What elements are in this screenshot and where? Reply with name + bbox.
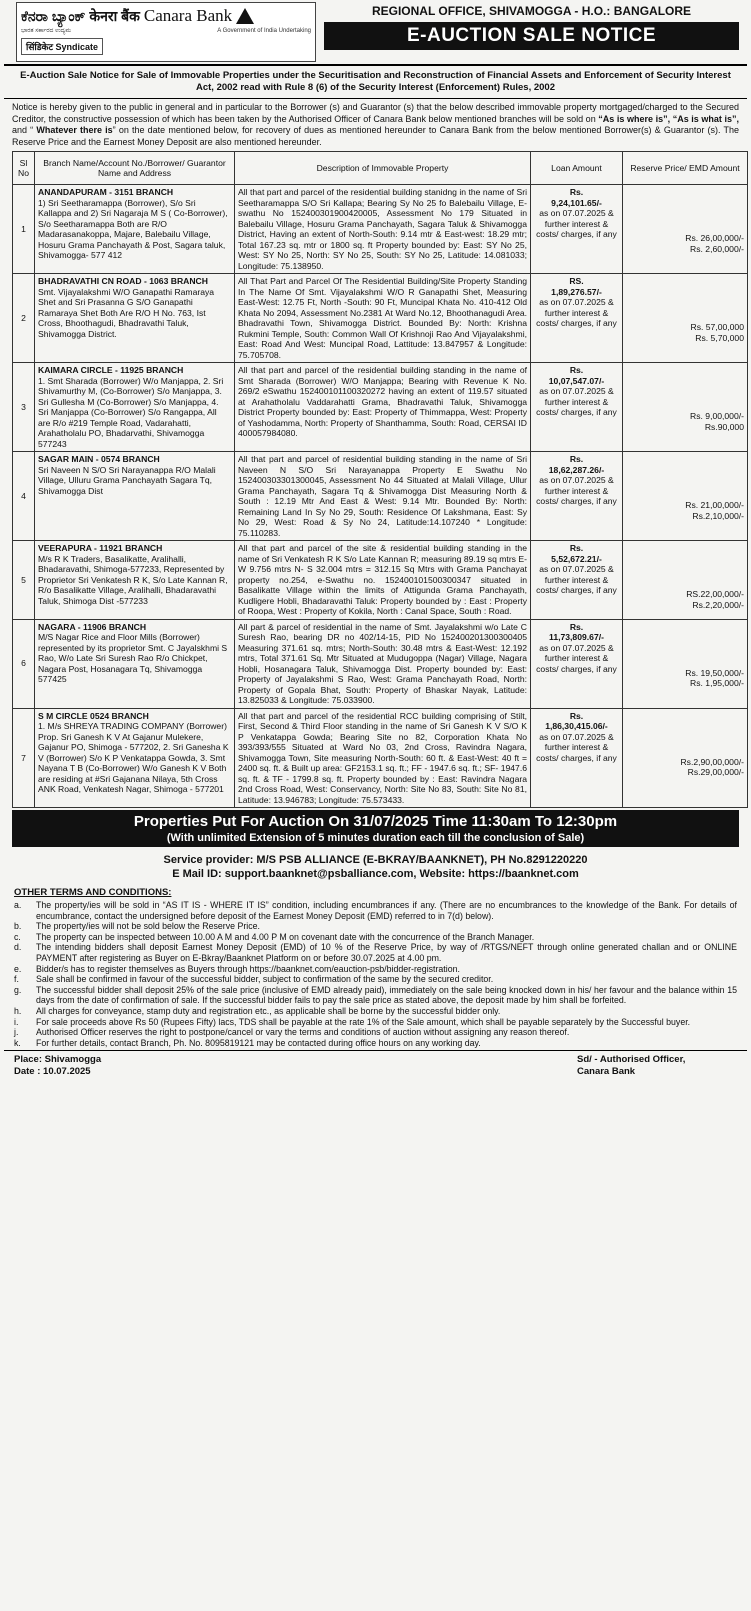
row-branch bbox=[35, 619, 235, 708]
branch-title: BHADRAVATHI CN ROAD - 1063 BRANCH bbox=[38, 276, 208, 286]
branch-title: SAGAR MAIN - 0574 BRANCH bbox=[38, 454, 160, 464]
term-item bbox=[14, 964, 737, 975]
property-table bbox=[12, 151, 748, 808]
term-key: a. bbox=[14, 900, 22, 910]
row-description: All part & parcel of residential in the name of Smt. Jayalakshmi w/o Late C Suresh Rao, bearing DR no 402/14-15, PID No 152400201300300405 Measuring 371.61 sq. mtrs; North-South: 30.48 mtrs & East-West: 12.192 mtrs, Total 371.61 Sq. Mtr Situated at Mudugoppa (Nagar) Village, Nagara Hobli, Hosanagara Taluk, Shivamogga Dist. Property bounded by: East: Property of Jayalakshmi S Rao, West: Grama Panchayath Road, North: Property of Gopala Bhat, South: Property of Bhaskar Nayak, Latitude: 13.825033 & Longitude: 75.033900. bbox=[235, 619, 531, 708]
col-description: Description of Immovable Property bbox=[235, 152, 531, 185]
emd-amount: Rs.2,20,000/- bbox=[692, 599, 744, 610]
term-key: k. bbox=[14, 1037, 21, 1048]
logo-tagline-left: ಭಾರತ ಸರ್ಕಾರದ ಉದ್ಯಮ bbox=[21, 28, 72, 34]
bank-logo bbox=[16, 2, 316, 62]
notice-paragraph bbox=[4, 99, 747, 151]
branch-text: 1. Smt Sharada (Borrower) W/o Manjappa, 2. Sri Shivamurthy M, (Co-Borrower) S/o Manjappa, 3. Sri Gullesha M (Co-Borrower) S/o Manjappa, 4. Sri Manjappa (Co-Borrower) S/o Rangappa, All are R/o #219 Temple Road, Vadarahatti, Arahatholalu PO, Bhadarvathi, Shivamogga 577243 bbox=[38, 375, 224, 449]
canara-triangle-icon bbox=[236, 8, 254, 24]
branch-text: Smt. Vijayalakshmi W/O Ganapathi Ramaraya Shet and Sri Prasanna G S/O Ganapathi Ramaraya Shet Both Are R/O H No. 763, Ist Cross, Bhoothagudi, Bhadravathi Taluk, Shivamogga District. bbox=[38, 286, 215, 339]
term-text: The property can be inspected between 10.00 A M and 4.00 P M on covenant date with the concurrence of the Branch Manager. bbox=[36, 931, 535, 942]
emd-amount: Rs.90,000 bbox=[704, 421, 744, 432]
term-key: b. bbox=[14, 921, 22, 932]
emd-amount: Rs. 5,70,000 bbox=[695, 332, 744, 343]
loan-amount: 9,24,101.65/- bbox=[551, 197, 602, 208]
syndicate-logo: सिंडिकेट Syndicate bbox=[21, 38, 103, 55]
term-item bbox=[14, 1017, 737, 1028]
term-key: h. bbox=[14, 1005, 22, 1016]
row-loan bbox=[531, 452, 623, 541]
row-reserve bbox=[623, 708, 748, 808]
loan-note: as on 07.07.2025 & further interest & costs/ charges, if any bbox=[536, 564, 617, 595]
term-text: The intending bidders shall deposit Earnest Money Deposit (EMD) of 10 % of the Reserve Price, by way of /RTGS/NEFT through online generated challan and or ONLINE PAYMENT after registering as Buyer on E-Bkray/Baanknet Platform on or before 30.07.2025 at 4.00 pm. bbox=[36, 942, 737, 963]
row-sl: 1 bbox=[13, 185, 35, 274]
service-email-line: E Mail ID: support.baanknet@psballiance.com, Website: https://baanknet.com bbox=[172, 868, 579, 880]
term-item bbox=[14, 900, 737, 921]
reserve-price: Rs. 57,00,000 bbox=[690, 322, 744, 332]
footer-date: Date : 10.07.2025 bbox=[14, 1066, 91, 1078]
loan-label: Rs. bbox=[569, 365, 584, 375]
term-text: Authorised Officer reserves the right to postpone/cancel or vary the terms and conditions of auction without assigning any reason thereof. bbox=[36, 1027, 570, 1038]
term-text: For further details, contact Branch, Ph. No. 8095819121 may be contacted during office hours on any working day. bbox=[36, 1037, 481, 1048]
term-key: i. bbox=[14, 1016, 19, 1027]
branch-title: VEERAPURA - 11921 BRANCH bbox=[38, 543, 163, 553]
row-loan bbox=[531, 363, 623, 452]
auction-date-line: Properties Put For Auction On 31/07/2025 Time 11:30am To 12:30pm bbox=[133, 813, 618, 830]
terms-heading: OTHER TERMS AND CONDITIONS: bbox=[14, 887, 172, 898]
loan-label: Rs. bbox=[569, 187, 584, 197]
table-row bbox=[13, 363, 748, 452]
header bbox=[4, 0, 747, 66]
term-item bbox=[14, 974, 737, 985]
term-text: The property/ies will be sold in “AS IT IS - WHERE IT IS” condition, including encumbrances if any. (There are no encumbrances to the knowledge of the Bank. For details of encumbrance, contact the undersigned before deposit of the Earnest Money Deposit (EMD) referred to in 7(d) below). bbox=[36, 900, 737, 921]
row-sl: 5 bbox=[13, 541, 35, 620]
loan-note: as on 07.07.2025 & further interest & costs/ charges, if any bbox=[536, 297, 617, 328]
term-key: d. bbox=[14, 942, 22, 953]
table-row bbox=[13, 708, 748, 808]
table-row bbox=[13, 185, 748, 274]
term-item bbox=[14, 942, 737, 963]
col-loan: Loan Amount bbox=[531, 152, 623, 185]
loan-label: Rs. bbox=[569, 543, 584, 553]
loan-amount: 10,07,547.07/- bbox=[548, 375, 605, 386]
branch-text: M/s R K Traders, Basalikatte, Aralihalli, Bhadaravathi, Shimoga-577233, Represented by Proprietor Sri Venkatesh R K, S/o Late Kannan R, R/o Basalikatte Village, Aralihalli, Bhadaravathi Taluk, Shimoga Dist -577233 bbox=[38, 553, 228, 606]
table-row bbox=[13, 452, 748, 541]
term-text: Sale shall be confirmed in favour of the successful bidder, subject to confirmation of the same by the secured creditor. bbox=[36, 974, 494, 985]
row-loan bbox=[531, 708, 623, 808]
row-loan bbox=[531, 185, 623, 274]
term-key: c. bbox=[14, 931, 21, 942]
loan-amount: 18,62,287.26/- bbox=[548, 464, 605, 475]
table-row bbox=[13, 541, 748, 620]
reserve-price: Rs. 9,00,000/- bbox=[690, 411, 744, 421]
term-key: f. bbox=[14, 974, 19, 985]
notice-bold-2: Whatever there is bbox=[36, 125, 113, 135]
row-sl: 4 bbox=[13, 452, 35, 541]
row-branch bbox=[35, 541, 235, 620]
row-reserve bbox=[623, 619, 748, 708]
row-description: All that part and parcel of the site & residential building standing in the name of Sri Venkatesh R K S/o Late Kannan R; measuring 89.19 sq mtrs E- W 9.756 mtrs N- S 32.004 mtrs = 312.15 Sq Mtrs with Grama Panchayat property no.254, e-Swathu no. 152400101500300347 situated in Basalikatte Village within the limits of Attigunda Grama Panchayath, Kudligere Hobli, Bhadaravathi Taluk: Property bounded by : East : Property of Roopa, West : Property of Kokila, North : Canal Space, South : Road. bbox=[235, 541, 531, 620]
loan-note: as on 07.07.2025 & further interest & costs/ charges, if any bbox=[536, 386, 617, 417]
term-text: The property/ies will not be sold below the Reserve Price. bbox=[36, 921, 260, 932]
col-sl: Sl No bbox=[13, 152, 35, 185]
notice-text-3: ” on the date mentioned below, for recovery of dues as mentioned hereunder to Canara Bank from the below mentioned Borrower(s) & Guarantor (s). The Reserve Price and the Earnest Money Deposit are also mentioned hereunder. bbox=[12, 125, 740, 147]
loan-note: as on 07.07.2025 & further interest & costs/ charges, if any bbox=[536, 731, 617, 763]
row-loan bbox=[531, 274, 623, 363]
row-reserve bbox=[623, 185, 748, 274]
logo-english: Canara Bank bbox=[143, 6, 233, 25]
row-loan bbox=[531, 619, 623, 708]
row-description: All That Part and Parcel Of The Residential Building/Site Property Standing In The Name Of Smt. Vijayalakshmi W/O R Ganapathi Shet, Measuring East-West: 12.75 Ft, North -South: 90 Ft, Muncipal Khata No. 410-412 Old Khata No 2094, Assessment No.2381 At Ward No.12, Bhoothanagudi Area. Bhadravathi Town, Shivamogga District. Bounded By: North: Krishna Rukmini Temple, South: Common Wall Of Krishnoji Rao And Vijayalakshmi, East: Road And West: Muncipal Road, Lattitude: 13.847957 & Longitude: 75.705708. bbox=[235, 274, 531, 363]
branch-text: M/S Nagar Rice and Floor Mills (Borrower) represented by its proprietor Smt. C Jayalskhmi S Rao, W/o Late Sri Suresh Rao R/o Chickpet, Nagara Post, Hosanagara Tq, Shivamogga 577425 bbox=[38, 632, 228, 684]
auction-banner bbox=[12, 810, 739, 847]
row-branch bbox=[35, 185, 235, 274]
loan-label: Rs. bbox=[569, 454, 584, 464]
notice-subtitle: E-Auction Sale Notice for Sale of Immovable Properties under the Securitisation and Reconstruction of Financial Assets and Enforcement of Security Interest Act, 2002 read with Rule 8 (6) of the Security Interest (Enforcement) Rules, 2002 bbox=[4, 66, 747, 99]
term-text: For sale proceeds above Rs 50 (Rupees Fifty) lacs, TDS shall be payable at the rate 1% of the Sale amount, which shall be payable separately by the Successful buyer. bbox=[36, 1016, 691, 1027]
term-key: g. bbox=[14, 984, 22, 995]
reserve-price: RS.22,00,000/- bbox=[686, 589, 744, 599]
footer bbox=[4, 1050, 747, 1078]
loan-label: RS. bbox=[569, 276, 584, 286]
row-reserve bbox=[623, 541, 748, 620]
row-sl: 7 bbox=[13, 708, 35, 808]
row-description: All that part and parcel of the residential building standing in the name of Smt Sharada (Borrower) W/O Manjappa; Bearing with Revenue K No. 269/2 eSwathu 152400101100320272 having an extent of 119.57 situated at Arahatholalu Vaddarahatti Grama, Bhadravathi Taluk, Shivamogga District Property bounded by: East: Property of Thimmappa, West: Property of Yashodamma, North: Property of Shanthamma, South: Road, CERSAI ID 400057984080. bbox=[235, 363, 531, 452]
table-header-row bbox=[13, 152, 748, 185]
row-branch bbox=[35, 708, 235, 808]
branch-text: 1. M/s SHREYA TRADING COMPANY (Borrower) Prop. Sri Ganesh K V At Gajanur Mulekere, Gajanur PO, Shimoga - 577202, 2. Sri Ganesha K V (Borrower) S/o K P Venkatappa Gowda, 3. Smt Nayana T B (Co-Borrower) W/o Ganesh K V Both are residing at #Sri Gajanana Nilaya, 5th Cross ANK Road, Venkatesh Nagar, Shimoga - 577201 bbox=[38, 721, 229, 794]
row-sl: 2 bbox=[13, 274, 35, 363]
service-provider-line: Service provider: M/S PSB ALLIANCE (E-BKRAY/BAANKNET), PH No.8291220220 bbox=[163, 854, 588, 866]
reserve-price: Rs.2,90,00,000/- bbox=[680, 756, 744, 767]
notice-text-1: Notice is hereby given to the public in general and in particular to the Borrower (s) and Guarantor (s) that the below described immovable property mortgaged/charged to the Secured Creditor, the constructive possession of which has been taken by the Authorised Officer of Canara Bank below mentioned branches will be sold on bbox=[12, 102, 739, 124]
term-text: All charges for conveyance, stamp duty and registration etc., as applicable shall be borne by the successful bidder only. bbox=[36, 1005, 501, 1016]
reserve-price: Rs. 21,00,000/- bbox=[685, 500, 744, 510]
row-reserve bbox=[623, 452, 748, 541]
logo-hindi: केनरा बैंक bbox=[89, 7, 140, 24]
logo-tagline-right: A Government of India Undertaking bbox=[217, 28, 311, 34]
branch-text: 1) Sri Seetharamappa (Borrower), S/o Sri Kallappa and 2) Sri Nagaraja M S ( Co-Borrower), S/o Seetharamappa Both are R/O Madarasanakoppa, Majare, Balebailu Village, Hosuru Grama Panchayath & Post, Sagara taluk, Shivamogga- 577 412 bbox=[38, 197, 228, 260]
footer-signature: Sd/ - Authorised Officer, bbox=[577, 1054, 686, 1066]
table-row bbox=[13, 619, 748, 708]
term-text: The successful bidder shall deposit 25% of the sale price (inclusive of EMD already paid), immediately on the sale being knocked down in his/ her favour and the balance within 15 days from the date of confirmation of sale. If the successful bidder fails to pay the sale price as stated above, the deposit made by him shall be forfeited. bbox=[36, 984, 737, 1006]
loan-amount: 1,86,30,415.06/- bbox=[545, 721, 608, 731]
branch-title: ANANDAPURAM - 3151 BRANCH bbox=[38, 187, 174, 197]
row-branch bbox=[35, 274, 235, 363]
logo-kannada: ಕೆನರಾ ಬ್ಯಾಂಕ್ bbox=[21, 7, 86, 24]
emd-amount: Rs. 2,60,000/- bbox=[690, 243, 744, 254]
notice-text-2: and “ bbox=[12, 125, 37, 135]
branch-title: NAGARA - 11906 BRANCH bbox=[38, 621, 147, 632]
footer-bank: Canara Bank bbox=[577, 1066, 636, 1078]
term-text: Bidder/s has to register themselves as Buyers through https://baanknet.com/eauction-psb/bidder-registration. bbox=[36, 963, 460, 974]
emd-amount: Rs.29,00,000/- bbox=[687, 767, 744, 777]
loan-note: as on 07.07.2025 & further interest & costs/ charges, if any bbox=[536, 208, 617, 239]
reserve-price: Rs. 26,00,000/- bbox=[685, 233, 744, 243]
branch-title: KAIMARA CIRCLE - 11925 BRANCH bbox=[38, 365, 184, 375]
regional-office: REGIONAL OFFICE, SHIVAMOGGA - H.O.: BANGALORE bbox=[371, 4, 692, 18]
footer-place: Place: Shivamogga bbox=[14, 1054, 102, 1066]
loan-amount: 5,52,672.21/- bbox=[551, 553, 602, 564]
term-item bbox=[14, 1006, 737, 1017]
loan-note: as on 07.07.2025 & further interest & costs/ charges, if any bbox=[536, 475, 617, 506]
row-description: All that part and parcel of residential building standing in the name of Sri Naveen N S/O Sri Narayanappa Property E Swathu No 152400303301300045, Assessment No 44 Situated at Malali Village, Ullur Grama Panchayath, Sagara Tq & Shivamogga Dist Measuring North & South : 12.19 Mtr And East & West: 9.14 Mtr. Bounded By: North: Remaining Land In Sy No 29, South: Residence Of Lakshmana, East: Sy No 29, West: Road & Sy No 24, Latitude:14.107240 * Longitude: 75.110283. bbox=[235, 452, 531, 541]
term-item bbox=[14, 932, 737, 943]
auction-extension-line: (With unlimited Extension of 5 minutes duration each till the conclusion of Sale) bbox=[166, 832, 585, 844]
term-item bbox=[14, 985, 737, 1006]
row-loan bbox=[531, 541, 623, 620]
loan-amount: 1,89,276.57/- bbox=[551, 286, 602, 297]
row-branch bbox=[35, 452, 235, 541]
row-reserve bbox=[623, 274, 748, 363]
row-sl: 6 bbox=[13, 619, 35, 708]
term-key: j. bbox=[14, 1027, 19, 1038]
loan-label: Rs. bbox=[569, 621, 584, 632]
term-item bbox=[14, 1038, 737, 1049]
row-branch bbox=[35, 363, 235, 452]
branch-text: Sri Naveen N S/O Sri Narayanappa R/O Malali Village, Ulluru Grama Panchayath Sagara Tq, Shivamogga Dist bbox=[38, 464, 216, 496]
emd-amount: Rs. 1,95,000/- bbox=[690, 678, 744, 688]
col-reserve: Reserve Price/ EMD Amount bbox=[623, 152, 748, 185]
row-sl: 3 bbox=[13, 363, 35, 452]
emd-amount: Rs.2,10,000/- bbox=[692, 510, 744, 521]
loan-amount: 11,73,809.67/- bbox=[549, 632, 604, 642]
col-branch: Branch Name/Account No./Borrower/ Guarantor Name and Address bbox=[35, 152, 235, 185]
row-description: All that part and parcel of the residential RCC building comprising of Stilt, First, Second & Third Floor standing in the name of Sri Ganesh K V S/O K P Venkatappa Gowda; Bearing Site no 82, Corporation Khata No 393/393/555 Situated at Ward No 03, 2nd Cross, Ravindra Nagara, Shivamogga Town, Site measuring North-South: 60 ft. & East-West: 40 ft = 2400 sq. ft. & Built up area: GF2153.1 sq. ft.; FF - 1947.6 sq. ft.; SF- 1947.6 sq. ft. & TF - 1799.8 sq. ft. Property bounded by : East: Ravindra Nagara 2nd Cross Road, West: Conservancy, North: Site No 83, South: Site No 81, Latitude: 13.946783; Longitude: 75.573433. bbox=[235, 708, 531, 808]
notice-bold-1: “As is where is”, “As is what is”, bbox=[598, 113, 739, 124]
service-provider bbox=[4, 847, 747, 885]
reserve-price: Rs. 19,50,000/- bbox=[685, 667, 744, 678]
page-title: E-AUCTION SALE NOTICE bbox=[324, 22, 739, 50]
row-reserve bbox=[623, 363, 748, 452]
loan-label: Rs. bbox=[569, 710, 584, 721]
term-item bbox=[14, 921, 737, 932]
term-item bbox=[14, 1027, 737, 1038]
row-description: All that part and parcel of the residential building stanidng in the name of Sri Seetharamappa S/O Sri Kallapa; Bearing Sy No 25 fo Balebailu Village, E-swathu No 152400301900420005, Assessment No 179 Situated in Balebailu Village, Hosuru Grama Panchayath, Sagara Taluk & Shivamogga District, Having an extent of North-South: 9.14 mtr & East-west: 18.29 mtr; Total 167.23 sq. mtr or 1800 sq. ft Property bounded by: East: SY No 25, West: SY No 25, North: SY No 25, South: SY No 25, Latitude: 14.081033; Longitude: 75.138950. bbox=[235, 185, 531, 274]
branch-title: S M CIRCLE 0524 BRANCH bbox=[38, 710, 149, 721]
table-row bbox=[13, 274, 748, 363]
loan-note: as on 07.07.2025 & further interest & costs/ charges, if any bbox=[536, 642, 617, 674]
term-key: e. bbox=[14, 963, 22, 974]
terms-list bbox=[14, 900, 737, 1048]
